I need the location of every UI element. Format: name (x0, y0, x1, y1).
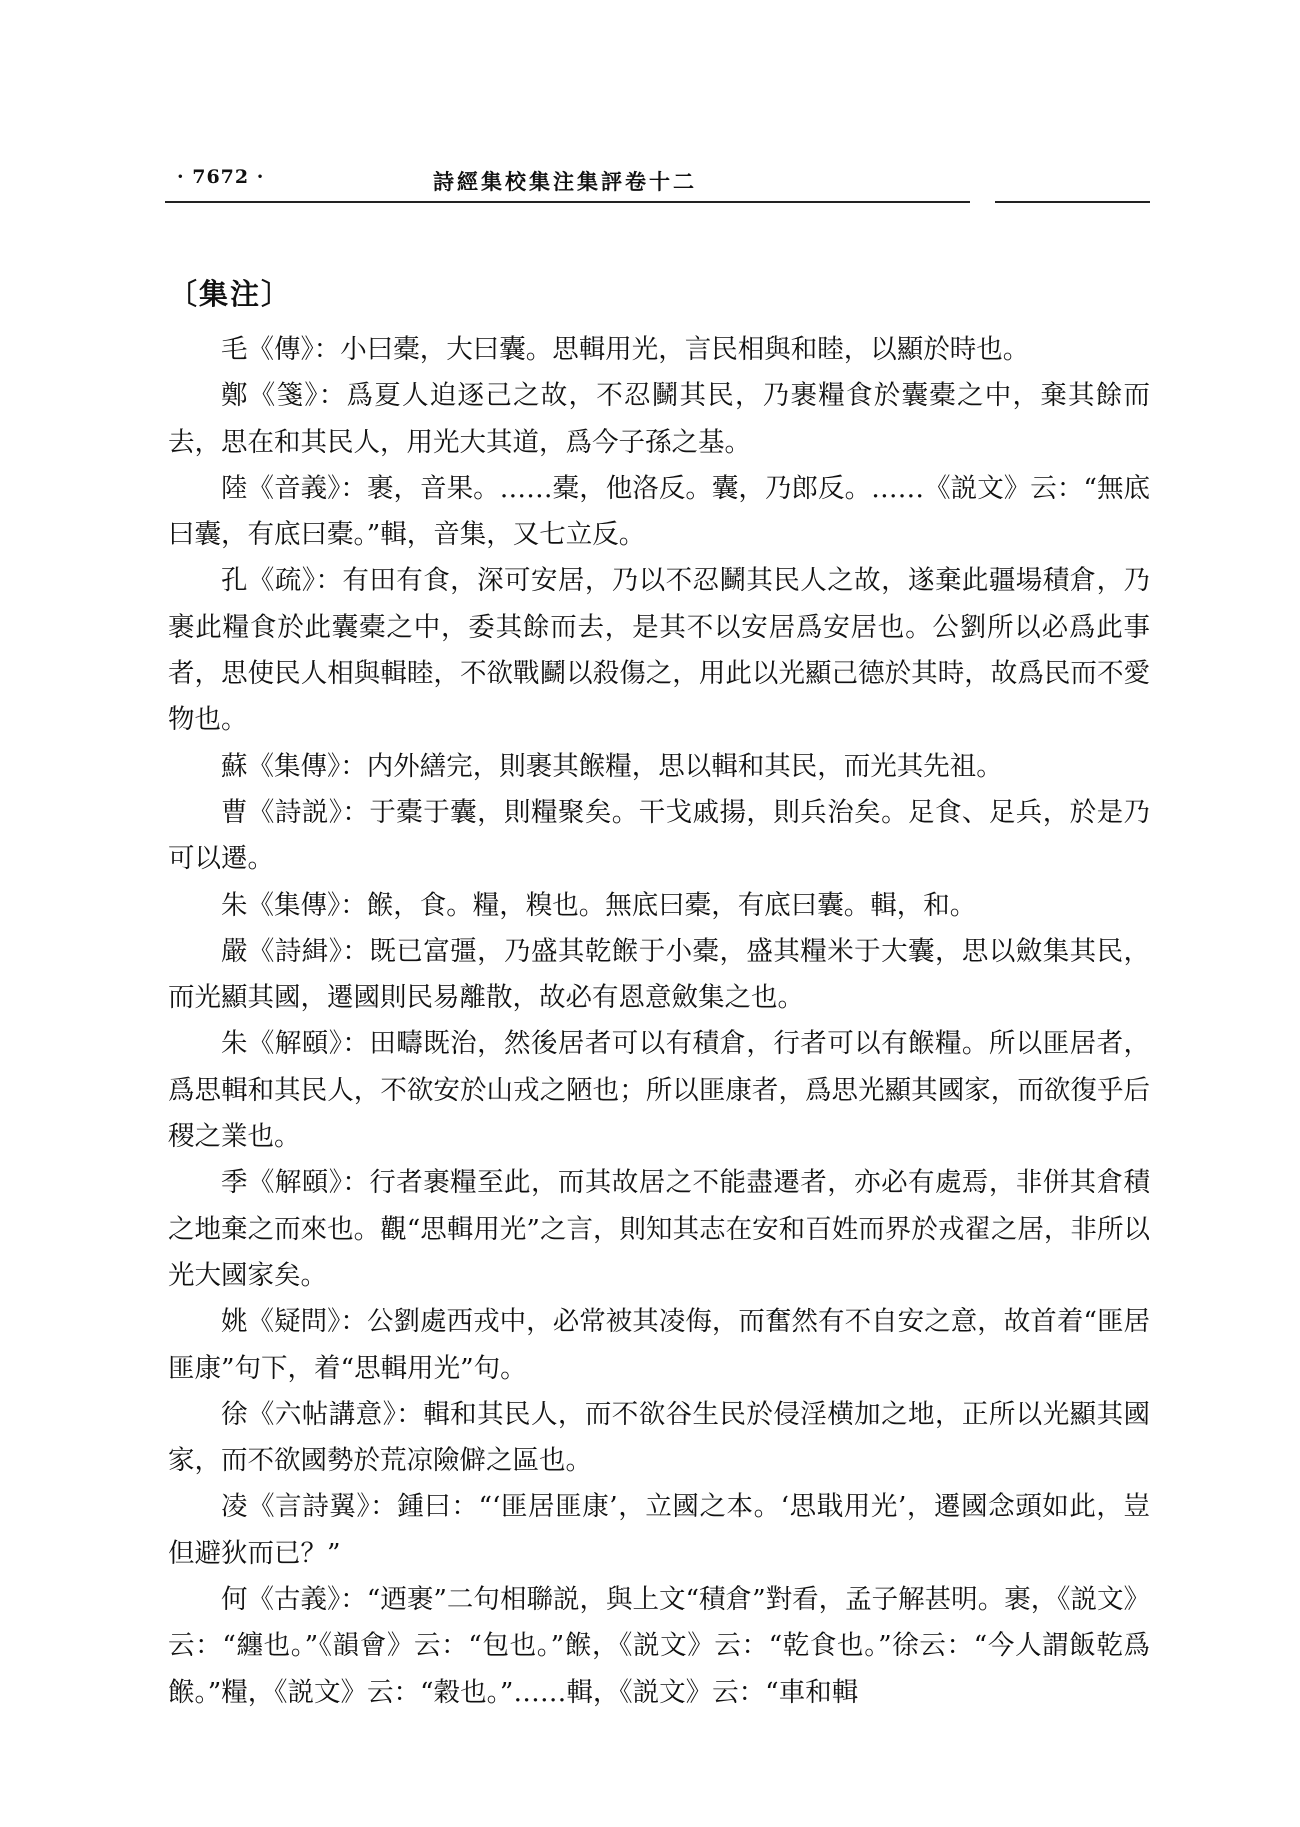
paragraph-lu-yinyi: 陸《音義》：裹，音果。……橐，他洛反。囊，乃郎反。……《説文》云：“無底曰囊，有底曰橐。”輯，音集，又七立反。 (168, 472, 1150, 551)
paragraph-zheng-jian: 鄭《箋》：爲夏人迫逐己之故，不忍鬭其民，乃裹糧食於囊橐之中，棄其餘而去，思在和其民人，用光大其道，爲今子孫之基。 (168, 380, 1150, 458)
header-rule (165, 201, 970, 203)
paragraph-kong-shu: 孔《疏》：有田有食，深可安居，乃以不忍鬭其民人之故，遂棄此疆場積倉，乃裹此糧食於此囊橐之中，委其餘而去，是其不以安居爲安居也。公劉所以必爲此事者，思使民人相與輯睦，不欲戰鬬以殺傷之，用此以光顯己德於其時，故爲民而不愛物也。 (168, 565, 1150, 736)
paragraph-zhu-jieyi: 朱《解頤》：田疇既治，然後居者可以有積倉，行者可以有餱糧。所以匪居者，爲思輯和其民人，不欲安於山戎之陋也；所以匪康者，爲思光顯其國家，而欲復乎后稷之業也。 (168, 1028, 1150, 1153)
section-heading: 〔集注〕 (168, 277, 293, 311)
paragraph-ling-yanshiyi: 凌《言詩翼》：鍾曰：“‘匪居匪康’，立國之本。‘思戢用光’，遷國念頭如此，豈但避狄而已？” (168, 1491, 1150, 1569)
paragraph-yao-yiwen: 姚《疑問》：公劉處西戎中，必常被其凌侮，而奮然有不自安之意，故首着“匪居匪康”句下，着“思輯用光”句。 (168, 1306, 1150, 1384)
header-rule-right (995, 201, 1150, 203)
paragraph-he-guyi: 何《古義》：“迺裹”二句相聯説，與上文“積倉”對看，孟子解甚明。裹，《説文》云：“纏也。”《韻會》云：“包也。”餱，《説文》云：“乾食也。”徐云：“今人謂飯乾爲餱。”糧，《説文》云：“穀也。”……輯，《説文》云：“車和輯 (168, 1584, 1150, 1708)
page-number: · 7672 · (177, 166, 265, 188)
paragraph-cao-shishuo: 曹《詩説》：于橐于囊，則糧聚矣。干戈戚揚，則兵治矣。足食、足兵，於是乃可以遷。 (168, 796, 1150, 875)
page-header (165, 166, 1150, 206)
paragraph-xu-liutie: 徐《六帖講意》：輯和其民人，而不欲谷生民於侵淫横加之地，正所以光顯其國家，而不欲國勢於荒凉險僻之區也。 (168, 1398, 1150, 1477)
paragraph-su-jizhuan: 蘇《集傳》：内外繕完，則裹其餱糧，思以輯和其民，而光其先祖。 (221, 750, 1003, 782)
paragraph-mao-zhuan: 毛《傳》：小曰橐，大曰囊。思輯用光，言民相與和睦，以顯於時也。 (221, 334, 1030, 365)
paragraph-zhu-jizhuan: 朱《集傳》：餱，食。糧，糗也。無底曰橐，有底曰囊。輯，和。 (221, 889, 977, 921)
paragraph-ji-jieyi: 季《解頤》：行者裹糧至此，而其故居之不能盡遷者，亦必有處焉，非併其倉積之地棄之而來也。觀“思輯用光”之言，則知其志在安和百姓而界於戎翟之居，非所以光大國家矣。 (168, 1167, 1150, 1291)
running-title: 詩經集校集注集評卷十二 (433, 169, 697, 194)
paragraph-yan-shiji: 嚴《詩緝》：既已富彊，乃盛其乾餱于小橐，盛其糧米于大囊，思以斂集其民，而光顯其國，遷國則民易離散，故必有恩意斂集之也。 (168, 935, 1150, 1014)
annotation-body (168, 327, 1150, 1716)
